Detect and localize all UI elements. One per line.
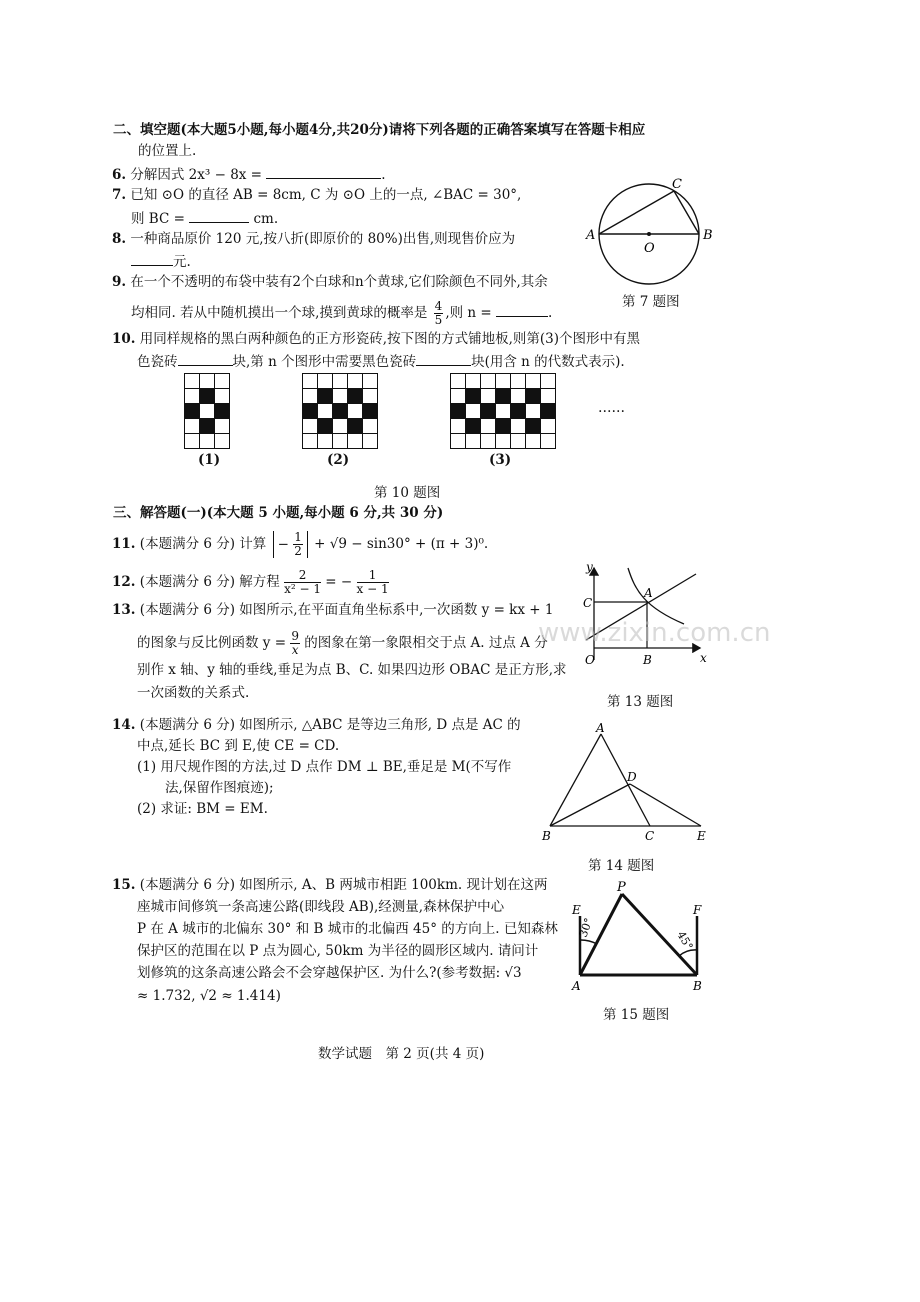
q13-line2-pre: 的图象与反比例函数 y = (137, 635, 287, 651)
fig15-label-p: P (617, 880, 626, 895)
q8-answer-blank[interactable] (131, 251, 173, 266)
white-tile (541, 374, 556, 389)
fig10-ellipsis: …… (598, 400, 625, 416)
fig7-label-c: C (672, 177, 682, 192)
white-tile (511, 389, 526, 404)
fig10-pattern-2 (302, 373, 377, 448)
q11-fraction-numerator: 1 (294, 530, 302, 544)
fig10-label-3: (3) (489, 452, 512, 468)
white-tile (318, 434, 333, 449)
q7-answer-blank[interactable] (189, 208, 249, 223)
white-tile (333, 434, 348, 449)
q13-line3: 别作 x 轴、y 轴的垂线,垂足为点 B、C. 如果四边形 OBAC 是正方形,求 (137, 662, 567, 678)
fig14-caption: 第 14 题图 (588, 858, 655, 874)
q15-line4: 保护区的范围在以 P 点为圆心, 50km 为半径的圆形区域内. 请问计 (137, 943, 539, 959)
fig15-angle-arc-a (580, 940, 597, 944)
q7-line2-post: cm. (253, 211, 279, 227)
fig14-segment-de (630, 784, 701, 826)
q8-line2-post: 元. (173, 254, 191, 270)
q14-line4: 法,保留作图痕迹); (165, 780, 274, 796)
white-tile (496, 404, 511, 419)
white-tile (200, 374, 215, 389)
q7-line2 (131, 208, 278, 228)
white-tile (481, 419, 496, 434)
q13-fraction-numerator: 9 (291, 629, 299, 643)
black-tile (348, 419, 363, 434)
q8-number: 8. (112, 231, 127, 247)
q8-line1 (112, 230, 515, 248)
white-tile (348, 434, 363, 449)
white-tile (348, 374, 363, 389)
q15-line3: P 在 A 城市的北偏东 30° 和 B 城市的北偏西 45° 的方向上. 已知森林 (137, 921, 558, 937)
q13-line4: 一次函数的关系式. (137, 685, 250, 701)
q9-line2 (131, 300, 552, 327)
q12-mid: = − (325, 574, 353, 590)
fig10-label-2: (2) (327, 452, 350, 468)
q10-line2-a: 色瓷砖 (137, 354, 178, 370)
black-tile (318, 419, 333, 434)
fig7-chord-cb (674, 191, 699, 234)
q9-text: 在一个不透明的布袋中装有2个白球和n个黄球,它们除颜色不同外,其余 (130, 274, 548, 290)
fig10-label-1: (1) (198, 452, 221, 468)
q6-text: 分解因式 2x³ − 8x = (130, 167, 262, 183)
white-tile (526, 374, 541, 389)
black-tile (511, 404, 526, 419)
q9-line1 (112, 273, 548, 291)
fig13-caption: 第 13 题图 (607, 694, 674, 710)
q11-number: 11. (112, 536, 136, 552)
fig10-pattern-3 (450, 373, 555, 448)
white-tile (215, 389, 230, 404)
black-tile (481, 404, 496, 419)
q11 (112, 531, 488, 558)
q15-line1 (112, 876, 547, 894)
black-tile (541, 404, 556, 419)
white-tile (451, 374, 466, 389)
white-tile (511, 419, 526, 434)
white-tile (348, 404, 363, 419)
white-tile (185, 389, 200, 404)
q11-fraction-denominator: 2 (294, 544, 302, 558)
black-tile (318, 389, 333, 404)
black-tile (526, 419, 541, 434)
white-tile (303, 419, 318, 434)
white-tile (185, 374, 200, 389)
white-tile (541, 389, 556, 404)
black-tile (496, 389, 511, 404)
white-tile (451, 419, 466, 434)
black-tile (185, 404, 200, 419)
page-footer: 数学试题 第 2 页(共 4 页) (318, 1046, 485, 1062)
q6-number: 6. (112, 167, 127, 183)
white-tile (481, 434, 496, 449)
white-tile (526, 434, 541, 449)
q9-line2-pre: 均相同. 若从中随机摸出一个球,摸到黄球的概率是 (131, 305, 428, 321)
q7-text: 已知 ⊙O 的直径 AB = 8cm, C 为 ⊙O 上的一点, ∠BAC = 30°, (130, 187, 522, 203)
fig7-label-b: B (703, 228, 713, 243)
fig13-label-c: C (583, 596, 593, 610)
fig13-label-b: B (643, 653, 652, 667)
white-tile (481, 389, 496, 404)
q13-line2 (137, 630, 548, 657)
white-tile (363, 389, 378, 404)
fig15-label-b: B (693, 979, 702, 993)
fig15-caption: 第 15 题图 (603, 1007, 670, 1023)
fig10-pattern-1 (184, 373, 244, 448)
fig7-circle-diagram (586, 177, 722, 290)
q15-line6: ≈ 1.732, √2 ≈ 1.414) (137, 988, 281, 1004)
watermark: www.zixin.com.cn (538, 618, 771, 648)
fig13-label-x: x (700, 651, 707, 665)
white-tile (185, 434, 200, 449)
q12-fraction-1-numerator: 2 (284, 569, 321, 583)
q8-line2 (131, 251, 191, 271)
fig7-caption: 第 7 题图 (622, 294, 680, 310)
fig14-label-b: B (542, 829, 551, 843)
q10-blank-2[interactable] (416, 351, 471, 366)
q13-line1 (112, 601, 553, 619)
section3-heading: 三、解答题(一)(本大题 5 小题,每小题 6 分,共 30 分) (113, 505, 444, 521)
white-tile (466, 404, 481, 419)
q12-fraction-2 (357, 569, 389, 596)
fig14-side-ac (601, 734, 650, 826)
white-tile (466, 374, 481, 389)
black-tile (496, 419, 511, 434)
fig13-hyperbola (628, 568, 684, 624)
q15-line5: 划修筑的这条高速公路会不会穿越保护区. 为什么?(参考数据: √3 (137, 965, 522, 981)
q15-text: (本题满分 6 分) 如图所示, A、B 两城市相距 100km. 现计划在这两 (139, 877, 548, 893)
black-tile (363, 404, 378, 419)
fig15-angle-a: 30° (576, 916, 596, 940)
fig13-label-o: O (585, 653, 595, 667)
q14-number: 14. (112, 717, 136, 733)
white-tile (363, 434, 378, 449)
q10-line2-b: 块,第 n 个图形中需要黑色瓷砖 (232, 354, 417, 370)
q10-line2-c: 块(用含 n 的代数式表示). (471, 354, 625, 370)
fig15-label-e: E (572, 903, 581, 917)
q6-end: . (381, 167, 386, 183)
white-tile (318, 404, 333, 419)
q8-text: 一种商品原价 120 元,按八折(即原价的 80%)出售,则现售价应为 (130, 231, 516, 247)
fig15-triangle-diagram (567, 878, 717, 998)
white-tile (496, 374, 511, 389)
white-tile (541, 434, 556, 449)
q9-fraction-denominator: 5 (434, 313, 443, 327)
q6 (112, 164, 386, 184)
q14-text: (本题满分 6 分) 如图所示, △ABC 是等边三角形, D 点是 AC 的 (139, 717, 521, 733)
white-tile (318, 374, 333, 389)
white-tile (185, 419, 200, 434)
q11-pre: (本题满分 6 分) 计算 (139, 536, 267, 552)
white-tile (215, 434, 230, 449)
q14-line2: 中点,延长 BC 到 E,使 CE = CD. (137, 738, 340, 754)
white-tile (363, 419, 378, 434)
black-tile (200, 389, 215, 404)
fig14-label-e: E (697, 829, 706, 843)
fig14-label-c: C (645, 829, 655, 843)
q6-answer-blank[interactable] (266, 164, 381, 179)
q11-absolute-value (273, 531, 308, 558)
q11-fraction (293, 531, 303, 558)
fig15-label-f: F (693, 903, 702, 917)
q11-post: + √9 − sin30° + (π + 3)⁰. (314, 536, 489, 552)
q15-number: 15. (112, 877, 136, 893)
black-tile (451, 404, 466, 419)
q9-answer-blank[interactable] (496, 302, 548, 317)
q12-fraction-2-denominator: x − 1 (356, 582, 389, 596)
black-tile (466, 389, 481, 404)
q15-line2: 座城市间修筑一条高速公路(即线段 AB),经测量,森林保护中心 (137, 899, 505, 915)
fig7-chord-ac (599, 191, 674, 234)
q13-text: (本题满分 6 分) 如图所示,在平面直角坐标系中,一次函数 y = kx + 1 (139, 602, 554, 618)
q10-blank-1[interactable] (178, 351, 233, 366)
white-tile (200, 404, 215, 419)
white-tile (363, 374, 378, 389)
white-tile (541, 419, 556, 434)
black-tile (215, 404, 230, 419)
white-tile (303, 374, 318, 389)
section2-heading-line1: 二、填空题(本大题5小题,每小题4分,共20分)请将下列各题的正确答案填写在答题卡相应 (113, 122, 646, 138)
fig15-label-a: A (572, 979, 581, 993)
white-tile (333, 374, 348, 389)
q14-line1 (112, 716, 521, 734)
white-tile (333, 389, 348, 404)
black-tile (303, 404, 318, 419)
q13-fraction-denominator: x (291, 643, 299, 657)
section2-heading-line2: 的位置上. (138, 143, 197, 159)
q9-fraction-numerator: 4 (434, 299, 443, 313)
white-tile (333, 419, 348, 434)
q12 (112, 569, 389, 596)
q9-line2-post: ,则 n = (445, 305, 492, 321)
q9-fraction (434, 300, 444, 327)
q12-fraction-1 (284, 569, 321, 596)
white-tile (303, 389, 318, 404)
white-tile (215, 374, 230, 389)
black-tile (526, 389, 541, 404)
fig14-label-a: A (596, 721, 605, 735)
black-tile (466, 419, 481, 434)
white-tile (451, 434, 466, 449)
q13-number: 13. (112, 602, 136, 618)
q9-number: 9. (112, 274, 127, 290)
q9-end: . (548, 305, 553, 321)
q13-fraction (290, 630, 300, 657)
q10-text: 用同样规格的黑白两种颜色的正方形瓷砖,按下图的方式铺地板,则第(3)个图形中有黑 (139, 331, 641, 347)
white-tile (466, 434, 481, 449)
fig14-label-d: D (627, 770, 637, 784)
q12-number: 12. (112, 574, 136, 590)
q10-number: 10. (112, 331, 136, 347)
white-tile (496, 434, 511, 449)
fig7-label-o: O (644, 241, 655, 256)
white-tile (526, 404, 541, 419)
q11-minus: − (277, 536, 289, 553)
white-tile (303, 434, 318, 449)
fig13-label-a: A (644, 586, 653, 600)
white-tile (481, 374, 496, 389)
white-tile (451, 389, 466, 404)
fig7-label-a: A (586, 228, 596, 243)
q14-line5: (2) 求证: BM = EM. (137, 801, 268, 817)
q12-fraction-2-numerator: 1 (357, 569, 389, 583)
q12-pre: (本题满分 6 分) 解方程 (139, 574, 280, 590)
black-tile (200, 419, 215, 434)
q7-line1 (112, 186, 521, 204)
fig15-angle-b: 45° (674, 929, 696, 953)
fig7-center-dot (647, 232, 651, 236)
q10-line1 (112, 330, 640, 348)
white-tile (200, 434, 215, 449)
q12-fraction-1-denominator: x² − 1 (284, 582, 321, 596)
q13-line2-post: 的图象在第一象限相交于点 A. 过点 A 分 (304, 635, 548, 651)
q10-line2 (137, 351, 625, 371)
white-tile (215, 419, 230, 434)
fig15-angle-arc-b (679, 950, 697, 956)
fig10-caption: 第 10 题图 (374, 485, 441, 501)
white-tile (511, 374, 526, 389)
white-tile (511, 434, 526, 449)
fig13-label-y: y (586, 560, 593, 574)
q14-line3: (1) 用尺规作图的方法,过 D 点作 DM ⊥ BE,垂足是 M(不写作 (137, 759, 512, 775)
fig14-triangle-diagram (538, 722, 713, 852)
q7-line2-pre: 则 BC = (131, 211, 185, 227)
black-tile (333, 404, 348, 419)
black-tile (348, 389, 363, 404)
q7-number: 7. (112, 187, 127, 203)
